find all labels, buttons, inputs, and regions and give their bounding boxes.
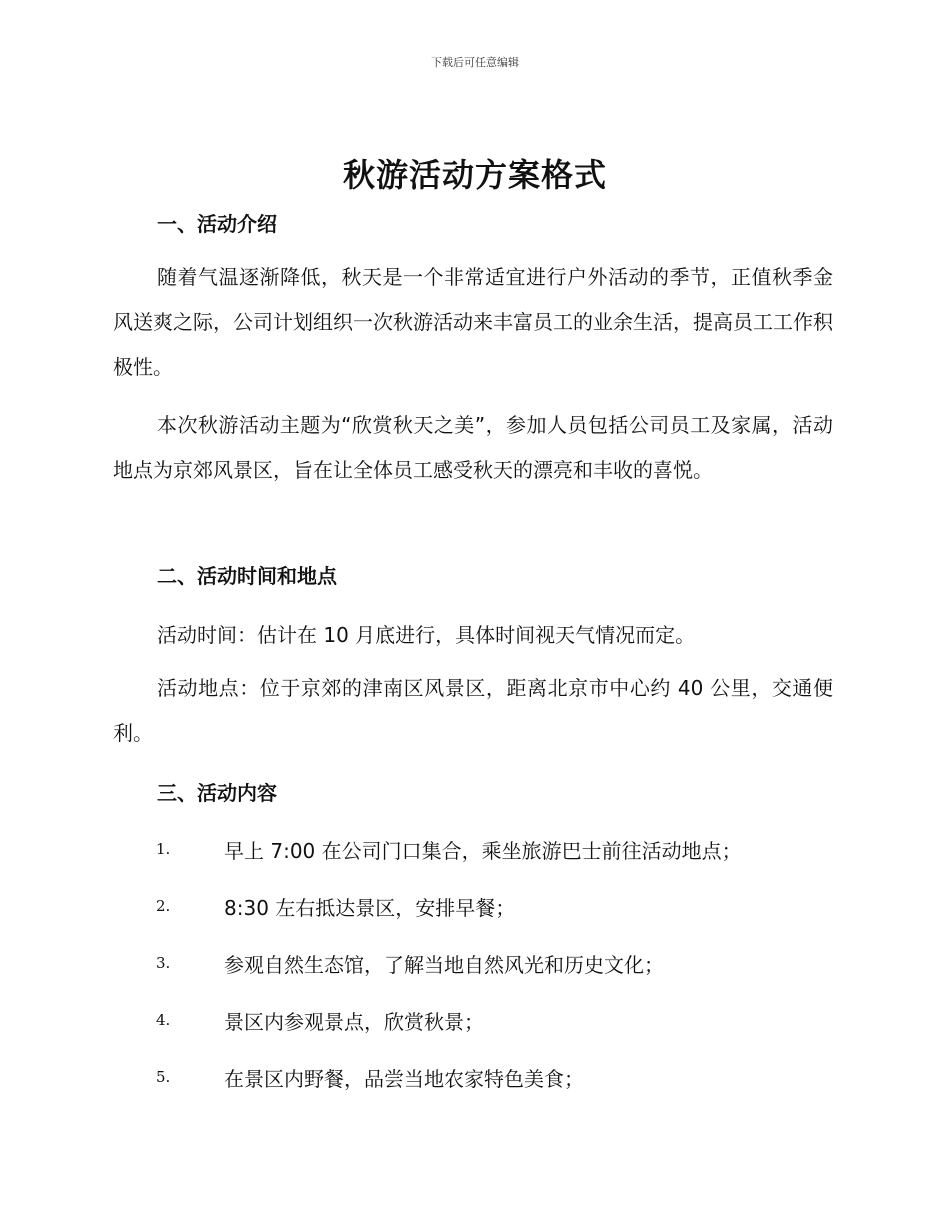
- intro-paragraph-1: 随着气温逐渐降低，秋天是一个非常适宜进行户外活动的季节，正值秋季金风送爽之际，公司计划组织一次秋游活动来丰富员工的业余生活，提高员工工作积极性。: [113, 265, 833, 379]
- activity-place-paragraph: 活动地点：位于京郊的津南区风景区，距离北京市中心约 40 公里，交通便利。: [113, 676, 833, 745]
- list-item-number: 2.: [156, 897, 171, 915]
- page-header-note: 下载后可任意编辑: [431, 56, 519, 69]
- section-heading-time-place: 二、活动时间和地点: [157, 564, 337, 588]
- list-item-text: 早上 7:00 在公司门口集合，乘坐旅游巴士前往活动地点；: [224, 839, 742, 863]
- list-item-text: 参观自然生态馆，了解当地自然风光和历史文化；: [224, 953, 664, 977]
- intro-paragraph-2: 本次秋游活动主题为“欣赏秋天之美”，参加人员包括公司员工及家属，活动地点为京郊风景区，旨在让全体员工感受秋天的漂亮和丰收的喜悦。: [113, 413, 833, 482]
- list-item-number: 4.: [156, 1011, 171, 1029]
- section-heading-intro: 一、活动介绍: [157, 212, 277, 236]
- document-title: 秋游活动方案格式: [342, 156, 607, 194]
- list-item-number: 1.: [156, 840, 171, 858]
- list-item-text: 在景区内野餐，品尝当地农家特色美食；: [224, 1067, 584, 1091]
- section-heading-content: 三、活动内容: [157, 781, 277, 805]
- activity-time-line: 活动时间：估计在 10 月底进行，具体时间视天气情况而定。: [157, 623, 696, 647]
- list-item-number: 3.: [156, 954, 171, 972]
- list-item-text: 8:30 左右抵达景区，安排早餐；: [224, 896, 516, 920]
- list-item-text: 景区内参观景点，欣赏秋景；: [224, 1010, 484, 1034]
- list-item-number: 5.: [156, 1068, 171, 1086]
